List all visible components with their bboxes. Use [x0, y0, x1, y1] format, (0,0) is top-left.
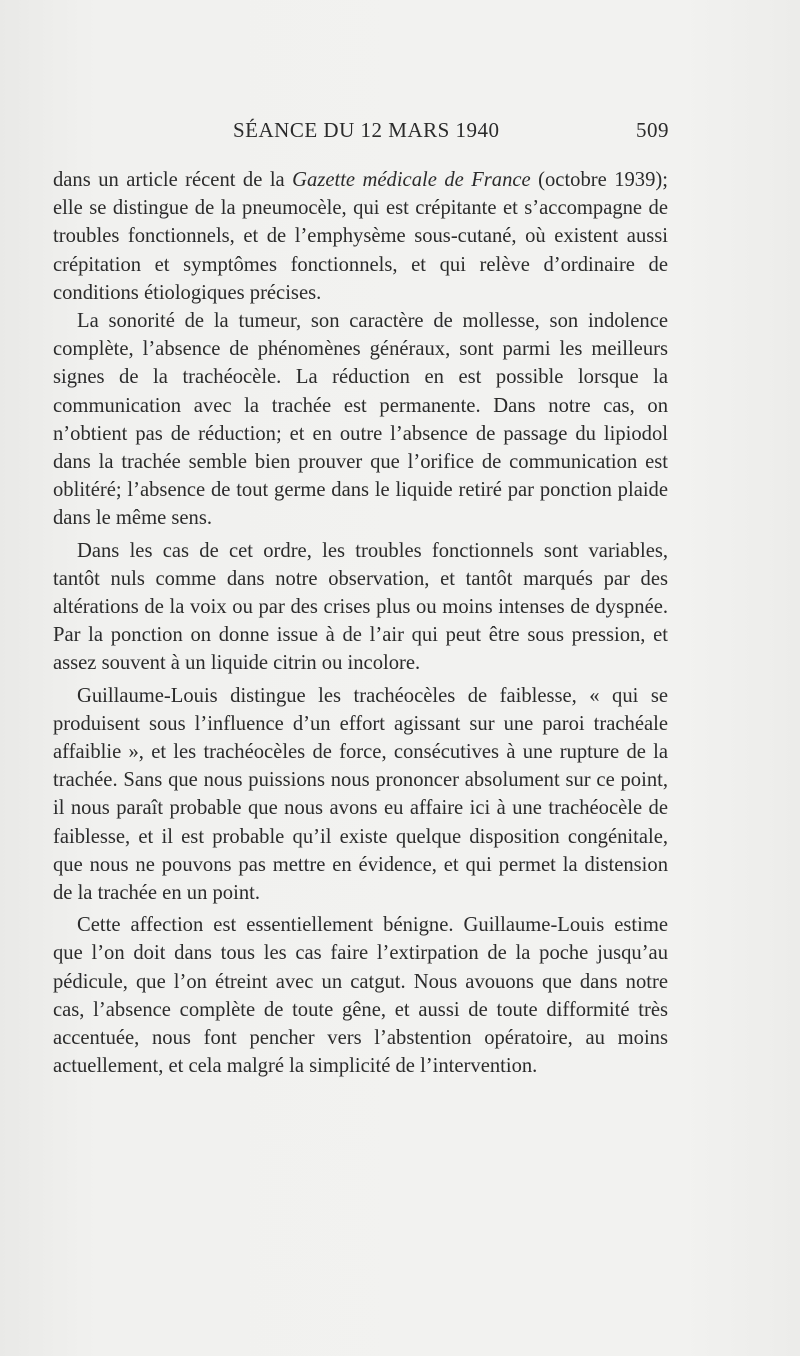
body-text	[53, 166, 668, 1081]
paragraph-1-start: dans un article récent de la	[53, 169, 293, 191]
running-head	[233, 118, 500, 143]
paragraph-3: Dans les cas de cet ordre, les troubles fonctionnels sont variables, tantôt nuls comme dans notre observation, et tantôt marqués par des altérations de la voix ou par des crises plus ou moins intenses de dyspnée. Par la ponction on donne issue à de l’air qui peut être sous pression, et assez souvent à un liquide citrin ou incolore.	[53, 539, 668, 675]
paragraph-4: Guillaume-Louis distingue les trachéocèles de faiblesse, « qui se produisent sous l’influence d’un effort agissant sur une paroi trachéale affaiblie », et les trachéocèles de force, consécutives à une rupture de la trachée. Sans que nous puissions nous prononcer absolument sur ce point, il nous paraît probable que nous avons eu affaire ici à une trachéocèle de faiblesse, et il est probable qu’il existe quelque disposition congénitale, que nous ne pouvons pas mettre en évidence, et qui permet la distension de la trachée en un point.	[53, 684, 668, 905]
running-head-month: MARS	[382, 118, 456, 142]
page-number: 509	[636, 118, 669, 142]
page-header	[233, 118, 669, 143]
journal-title: Gazette médicale de France	[292, 169, 531, 191]
running-head-seance: SÉANCE DU	[233, 118, 361, 142]
paragraph-1-end: (octobre 1939); elle se distingue de la pneumocèle, qui est crépitante et s’accompagne de troubles fonctionnels, et de l’emphysème sous-cutané, où existent aussi crépitation et symptômes fonctionnels, et qui relève d’ordinaire de conditions étiologiques précises.	[53, 169, 668, 304]
paragraph-5: Cette affection est essentiellement bénigne. Guillaume-Louis estime que l’on doit dans tous les cas faire l’extirpation de la poche jusqu’au pédicule, que l’on étreint avec un catgut. Nous avouons que dans notre cas, l’absence complète de toute gêne, et aussi de toute difformité très accentuée, nous font pencher vers l’abstention opératoire, au moins actuellement, et cela malgré la simplicité de l’intervention.	[53, 914, 668, 1078]
running-head-year: 1940	[455, 118, 500, 142]
paragraph-1	[53, 166, 668, 307]
paragraph-2: La sonorité de la tumeur, son caractère de mollesse, son indolence complète, l’absence de phénomènes généraux, sont parmi les meilleurs signes de la trachéocèle. La réduction en est possible lorsque la communication avec la trachée est permanente. Dans notre cas, on n’obtient pas de réduction; et en outre l’absence de passage du lipiodol dans la trachée semble bien prouver que l’orifice de communication est oblitéré; l’absence de tout germe dans le liquide retiré par ponction plaide dans le même sens.	[53, 310, 668, 530]
running-head-day: 12	[360, 118, 383, 142]
